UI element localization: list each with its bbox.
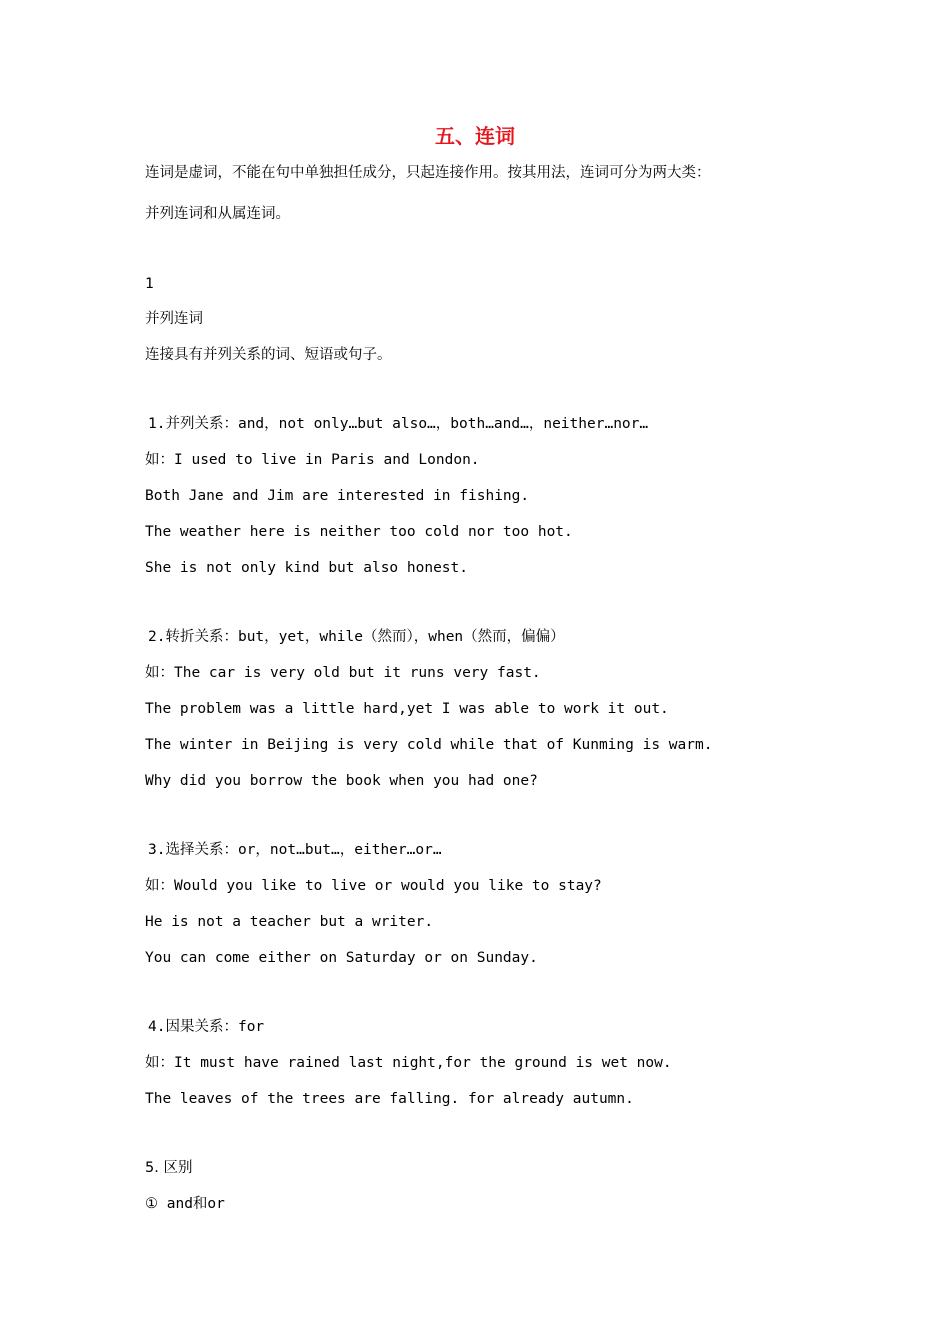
intro-line-1: 连词是虚词，不能在句中单独担任成分，只起连接作用。按其用法，连词可分为两大类： — [145, 165, 711, 181]
section-title: 并列连词 — [145, 311, 203, 327]
item-1-heading: 1.并列关系：and，not only…but also…，both…and…，neither…nor… — [148, 416, 649, 432]
section-description: 连接具有并列关系的词、短语或句子。 — [145, 347, 392, 363]
item-5-subheading: ① and和or — [145, 1196, 225, 1212]
item-3-heading: 3.选择关系：or，not…but…，either…or… — [148, 842, 442, 858]
example-line: 如：The car is very old but it runs very fast. — [145, 665, 541, 681]
example-line: The leaves of the trees are falling. for already autumn. — [145, 1091, 634, 1107]
example-line: The weather here is neither too cold nor too hot. — [145, 524, 573, 540]
document-title: 五、连词 — [435, 124, 515, 148]
example-line: 如：Would you like to live or would you like to stay? — [145, 878, 602, 894]
example-line: You can come either on Saturday or on Sunday. — [145, 950, 538, 966]
item-4-heading: 4.因果关系：for — [148, 1019, 265, 1035]
example-line: 如：It must have rained last night,for the ground is wet now. — [145, 1055, 672, 1071]
example-line: Both Jane and Jim are interested in fishing. — [145, 488, 530, 504]
example-line: The problem was a little hard,yet I was able to work it out. — [145, 701, 669, 717]
item-5-heading: 5. 区别 — [145, 1160, 193, 1176]
example-line: She is not only kind but also honest. — [145, 560, 469, 576]
example-line: The winter in Beijing is very cold while that of Kunming is warm. — [145, 737, 713, 753]
intro-line-2: 并列连词和从属连词。 — [145, 206, 290, 222]
item-2-heading: 2.转折关系：but，yet，while（然而），when（然而，偏偏） — [148, 629, 565, 645]
example-line: He is not a teacher but a writer. — [145, 914, 434, 930]
example-line: 如：I used to live in Paris and London. — [145, 452, 480, 468]
example-line: Why did you borrow the book when you had one? — [145, 773, 538, 789]
section-number: 1 — [145, 276, 154, 292]
